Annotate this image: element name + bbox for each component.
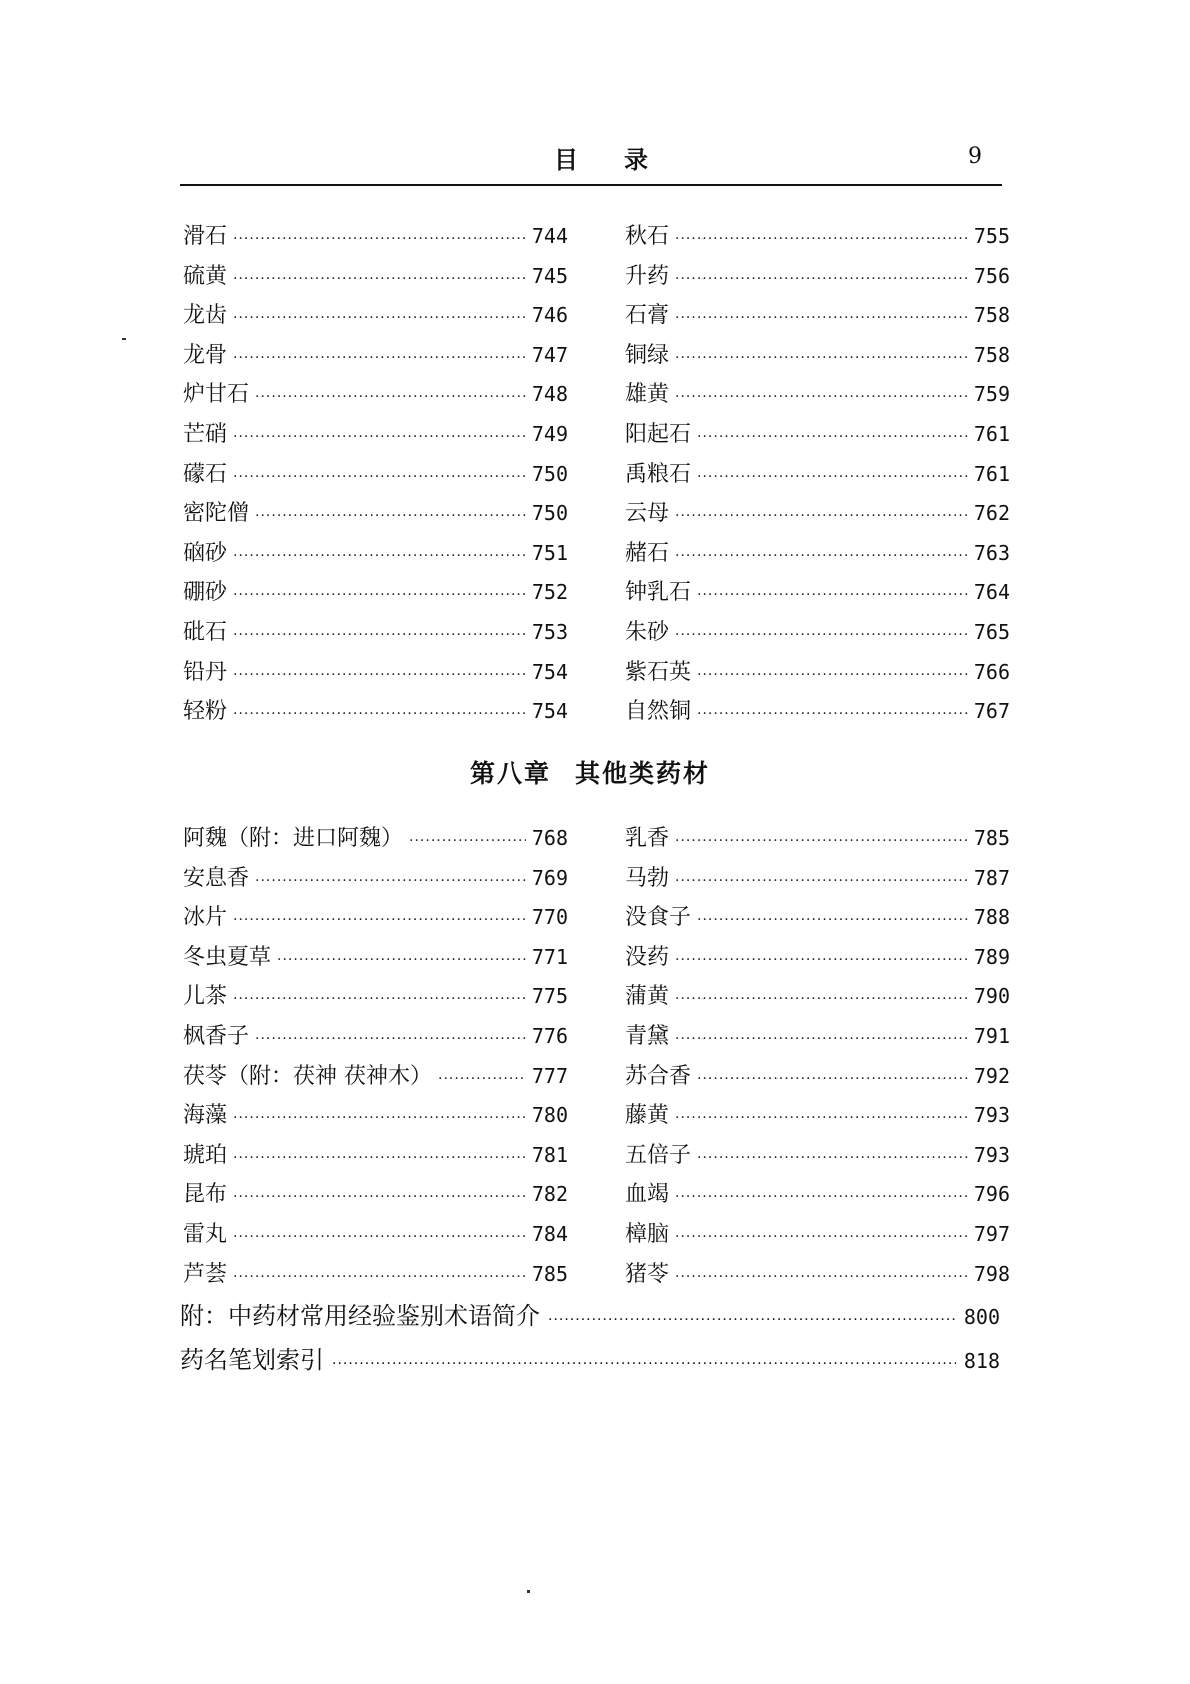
leader-dots xyxy=(675,1189,968,1205)
toc-entry-name: 滑石 xyxy=(183,224,228,249)
toc-entry-name: 龙骨 xyxy=(183,342,228,368)
toc-entry-name: 自然铜 xyxy=(625,699,692,725)
toc-entry-page: 754 xyxy=(531,659,568,684)
toc-entry[interactable] xyxy=(183,457,568,491)
toc-entry[interactable] xyxy=(183,821,568,855)
toc-entry-page: 750 xyxy=(531,461,568,486)
toc-entry-name: 秋石 xyxy=(625,224,670,249)
leader-dots xyxy=(277,952,526,968)
leader-dots xyxy=(233,1189,526,1205)
toc-entry[interactable] xyxy=(625,821,1010,855)
leader-dots xyxy=(233,350,526,366)
leader-dots xyxy=(697,587,968,603)
toc-entry-page: 768 xyxy=(531,826,568,850)
toc-entry-name: 朱砂 xyxy=(625,620,670,645)
leader-dots xyxy=(675,627,968,643)
toc-entry-name: 马勃 xyxy=(625,865,670,891)
leader-dots xyxy=(233,469,526,485)
leader-dots xyxy=(675,350,968,366)
leader-dots xyxy=(697,912,968,928)
toc-entry-page: 745 xyxy=(531,263,568,288)
toc-entry-page: 746 xyxy=(531,303,568,328)
chapter-title: 其他类药材 xyxy=(575,759,711,788)
toc-entry-page: 787 xyxy=(973,865,1010,890)
toc-entry[interactable] xyxy=(625,496,1010,530)
toc-entry-name: 青黛 xyxy=(625,1024,670,1049)
toc-entry[interactable] xyxy=(625,1059,1010,1093)
toc-entry-page: 766 xyxy=(973,659,1010,684)
toc-entry[interactable] xyxy=(183,1257,568,1291)
toc-entry-name: 阳起石 xyxy=(625,422,692,447)
toc-entry[interactable] xyxy=(625,861,1010,895)
toc-entry-name: 石膏 xyxy=(625,303,670,329)
toc-entry-name: 龙齿 xyxy=(183,303,228,329)
toc-entry-page: 750 xyxy=(531,501,568,526)
toc-entry[interactable] xyxy=(625,1019,1010,1053)
leader-dots xyxy=(438,1071,526,1087)
toc-entry-page: 791 xyxy=(973,1024,1010,1048)
leader-dots xyxy=(675,1031,968,1047)
toc-entry-name: 硼砂 xyxy=(183,580,228,606)
toc-entry[interactable] xyxy=(183,575,568,609)
leader-dots xyxy=(675,833,968,849)
toc-appendix-name: 附：中药材常用经验鉴别术语简介 xyxy=(180,1302,540,1330)
toc-entry-page: 759 xyxy=(973,382,1010,407)
toc-entry-page: 769 xyxy=(531,865,568,890)
toc-entry[interactable] xyxy=(625,298,1010,332)
toc-entry[interactable] xyxy=(625,219,1010,253)
toc-entry-page: 784 xyxy=(531,1222,568,1246)
toc-entry-name: 琥珀 xyxy=(183,1142,228,1168)
toc-entry-name: 阿魏（附：进口阿魏） xyxy=(183,826,404,851)
toc-entry[interactable] xyxy=(625,1217,1010,1251)
leader-dots xyxy=(675,508,968,524)
toc-entry-name: 没食子 xyxy=(625,905,692,931)
chapter-number: 第八章 xyxy=(469,759,551,788)
page-header xyxy=(180,140,1000,180)
toc-entry[interactable] xyxy=(183,861,568,895)
toc-entry-page: 785 xyxy=(973,826,1010,850)
toc-entry[interactable] xyxy=(183,979,568,1013)
toc-entry-name: 冰片 xyxy=(183,905,228,931)
toc-appendix-row[interactable] xyxy=(180,1296,1000,1336)
toc-entry[interactable] xyxy=(183,900,568,934)
leader-dots xyxy=(675,991,968,1007)
toc-entry[interactable] xyxy=(183,1138,568,1172)
toc-index-row[interactable] xyxy=(180,1340,1000,1380)
toc-entry-page: 747 xyxy=(531,342,568,367)
toc-entry-page: 756 xyxy=(973,263,1010,288)
leader-dots xyxy=(332,1356,956,1372)
toc-entry-page: 765 xyxy=(973,620,1010,644)
toc-entry[interactable] xyxy=(183,496,568,530)
chapter-heading xyxy=(180,754,1000,790)
leader-dots xyxy=(697,706,968,722)
scan-mark xyxy=(122,338,126,340)
toc-entry[interactable] xyxy=(183,1177,568,1211)
leader-dots xyxy=(233,231,526,247)
toc-entry-page: 749 xyxy=(531,422,568,446)
toc-entry-name: 芒硝 xyxy=(183,422,228,447)
toc-entry-name: 冬虫夏草 xyxy=(183,944,272,970)
toc-entry[interactable] xyxy=(183,338,568,372)
toc-entry-page: 785 xyxy=(531,1261,568,1286)
toc-entry-name: 密陀僧 xyxy=(183,501,250,527)
toc-entry-page: 782 xyxy=(531,1182,568,1207)
toc-entry-name: 猪苓 xyxy=(625,1261,670,1287)
leader-dots xyxy=(233,627,526,643)
toc-entry-page: 770 xyxy=(531,905,568,930)
toc-entry[interactable] xyxy=(625,979,1010,1013)
toc-entry-page: 764 xyxy=(973,580,1010,605)
toc-entry-page: 771 xyxy=(531,944,568,969)
leader-dots xyxy=(675,1110,968,1126)
toc-entry[interactable] xyxy=(625,655,1010,689)
toc-entry[interactable] xyxy=(625,377,1010,411)
toc-entry-name: 血竭 xyxy=(625,1182,670,1208)
toc-entry-page: 788 xyxy=(973,905,1010,930)
leader-dots xyxy=(675,389,968,405)
toc-entry-page: 775 xyxy=(531,984,568,1009)
toc-entry-page: 758 xyxy=(973,342,1010,367)
leader-dots xyxy=(233,548,526,564)
toc-entry-page: 792 xyxy=(973,1063,1010,1088)
toc-entry[interactable] xyxy=(183,377,568,411)
toc-entry[interactable] xyxy=(625,417,1010,451)
toc-entry-name: 铅丹 xyxy=(183,659,228,685)
leader-dots xyxy=(255,1031,526,1047)
toc-entry-name: 藤黄 xyxy=(625,1103,670,1129)
leader-dots xyxy=(409,833,526,849)
toc-entry[interactable] xyxy=(625,457,1010,491)
toc-entry-page: 758 xyxy=(973,303,1010,328)
leader-dots xyxy=(675,310,968,326)
toc-entry-name: 海藻 xyxy=(183,1103,228,1129)
toc-entry-name: 乳香 xyxy=(625,826,670,851)
toc-entry-page: 793 xyxy=(973,1103,1010,1128)
toc-entry-name: 雷丸 xyxy=(183,1222,228,1247)
toc-entry-page: 776 xyxy=(531,1024,568,1048)
toc-entry-name: 儿茶 xyxy=(183,984,228,1010)
toc-entry-name: 苏合香 xyxy=(625,1063,692,1089)
toc-entry-name: 五倍子 xyxy=(625,1142,692,1168)
leader-dots xyxy=(233,429,526,445)
toc-entry-name: 钟乳石 xyxy=(625,580,692,606)
leader-dots xyxy=(233,1150,526,1166)
leader-dots xyxy=(675,231,968,247)
toc-entry[interactable] xyxy=(183,694,568,728)
toc-entry[interactable] xyxy=(183,1019,568,1053)
toc-entry-name: 升药 xyxy=(625,263,670,289)
toc-entry-name: 没药 xyxy=(625,944,670,970)
toc-entry[interactable] xyxy=(625,575,1010,609)
leader-dots xyxy=(697,429,968,445)
toc-entry-page: 796 xyxy=(973,1182,1010,1207)
toc-entry[interactable] xyxy=(625,1177,1010,1211)
leader-dots xyxy=(697,667,968,683)
leader-dots xyxy=(255,508,526,524)
header-page-number: 9 xyxy=(968,144,982,169)
toc-entry-name: 云母 xyxy=(625,501,670,527)
toc-entry-page: 752 xyxy=(531,580,568,605)
toc-entry[interactable] xyxy=(183,536,568,570)
leader-dots xyxy=(233,1110,526,1126)
toc-entry-page: 755 xyxy=(973,224,1010,248)
toc-index-name: 药名笔划索引 xyxy=(180,1346,324,1374)
toc-entry[interactable] xyxy=(183,259,568,293)
toc-entry[interactable] xyxy=(625,1098,1010,1132)
leader-dots xyxy=(697,1071,968,1087)
toc-entry-name: 紫石英 xyxy=(625,659,692,685)
leader-dots xyxy=(675,271,968,287)
toc-entry[interactable] xyxy=(183,940,568,974)
toc-entry-page: 790 xyxy=(973,984,1010,1009)
toc-entry-page: 777 xyxy=(531,1063,568,1088)
toc-entry-name: 硇砂 xyxy=(183,540,228,566)
toc-entry-page: 748 xyxy=(531,382,568,407)
toc-entry-name: 礞石 xyxy=(183,461,228,487)
leader-dots xyxy=(233,667,526,683)
toc-entry-name: 轻粉 xyxy=(183,699,228,725)
leader-dots xyxy=(697,469,968,485)
toc-entry-name: 枫香子 xyxy=(183,1024,250,1049)
toc-entry[interactable] xyxy=(183,417,568,451)
toc-entry-name: 樟脑 xyxy=(625,1222,670,1247)
toc-entry-page: 781 xyxy=(531,1142,568,1167)
toc-entry[interactable] xyxy=(625,536,1010,570)
header-rule xyxy=(180,184,1002,186)
toc-entry-name: 茯苓（附：茯神 茯神木） xyxy=(183,1063,432,1089)
leader-dots xyxy=(675,952,968,968)
toc-entry-page: 798 xyxy=(973,1261,1010,1286)
leader-dots xyxy=(697,1150,968,1166)
toc-entry[interactable] xyxy=(183,1217,568,1251)
leader-dots xyxy=(233,1269,526,1285)
toc-entry-page: 767 xyxy=(973,699,1010,724)
leader-dots xyxy=(675,548,968,564)
toc-entry[interactable] xyxy=(625,615,1010,649)
toc-entry[interactable] xyxy=(625,338,1010,372)
toc-entry[interactable] xyxy=(183,655,568,689)
leader-dots xyxy=(675,873,968,889)
toc-entry-page: 744 xyxy=(531,224,568,248)
toc-entry[interactable] xyxy=(625,1257,1010,1291)
leader-dots xyxy=(233,1229,526,1245)
toc-entry-name: 铜绿 xyxy=(625,342,670,368)
leader-dots xyxy=(233,912,526,928)
leader-dots xyxy=(675,1269,968,1285)
toc-entry[interactable] xyxy=(625,694,1010,728)
toc-entry-name: 芦荟 xyxy=(183,1261,228,1287)
leader-dots xyxy=(675,1229,968,1245)
toc-entry-page: 751 xyxy=(531,540,568,565)
toc-entry-page: 761 xyxy=(973,422,1010,446)
leader-dots xyxy=(548,1312,956,1328)
leader-dots xyxy=(233,991,526,1007)
toc-entry-page: 763 xyxy=(973,540,1010,565)
toc-entry-name: 硫黄 xyxy=(183,263,228,289)
toc-entry-page: 793 xyxy=(973,1142,1010,1167)
toc-entry[interactable] xyxy=(625,940,1010,974)
toc-entry-name: 安息香 xyxy=(183,865,250,891)
toc-entry-page: 754 xyxy=(531,699,568,724)
toc-entry-name: 禹粮石 xyxy=(625,461,692,487)
toc-entry[interactable] xyxy=(183,615,568,649)
toc-entry[interactable] xyxy=(183,1098,568,1132)
toc-entry-name: 蒲黄 xyxy=(625,984,670,1010)
toc-entry-name: 雄黄 xyxy=(625,382,670,408)
header-title: 目录 xyxy=(554,145,694,174)
toc-appendix-page: 800 xyxy=(963,1305,1000,1329)
leader-dots xyxy=(233,310,526,326)
toc-entry[interactable] xyxy=(183,1059,568,1093)
leader-dots xyxy=(233,271,526,287)
toc-entry-name: 炉甘石 xyxy=(183,382,250,408)
scan-mark xyxy=(527,1590,530,1593)
toc-entry-page: 780 xyxy=(531,1103,568,1128)
toc-entry[interactable] xyxy=(625,900,1010,934)
toc-entry-page: 753 xyxy=(531,620,568,644)
leader-dots xyxy=(255,389,526,405)
toc-entry-name: 昆布 xyxy=(183,1182,228,1208)
toc-entry[interactable] xyxy=(183,298,568,332)
toc-entry-page: 761 xyxy=(973,461,1010,486)
toc-entry[interactable] xyxy=(625,1138,1010,1172)
toc-entry[interactable] xyxy=(625,259,1010,293)
toc-entry-page: 797 xyxy=(973,1222,1010,1246)
toc-entry-page: 762 xyxy=(973,501,1010,526)
toc-index-page: 818 xyxy=(963,1349,1000,1373)
toc-entry[interactable] xyxy=(183,219,568,253)
toc-entry-name: 砒石 xyxy=(183,620,228,645)
leader-dots xyxy=(255,873,526,889)
leader-dots xyxy=(233,587,526,603)
toc-entry-name: 赭石 xyxy=(625,540,670,566)
leader-dots xyxy=(233,706,526,722)
toc-entry-page: 789 xyxy=(973,944,1010,969)
